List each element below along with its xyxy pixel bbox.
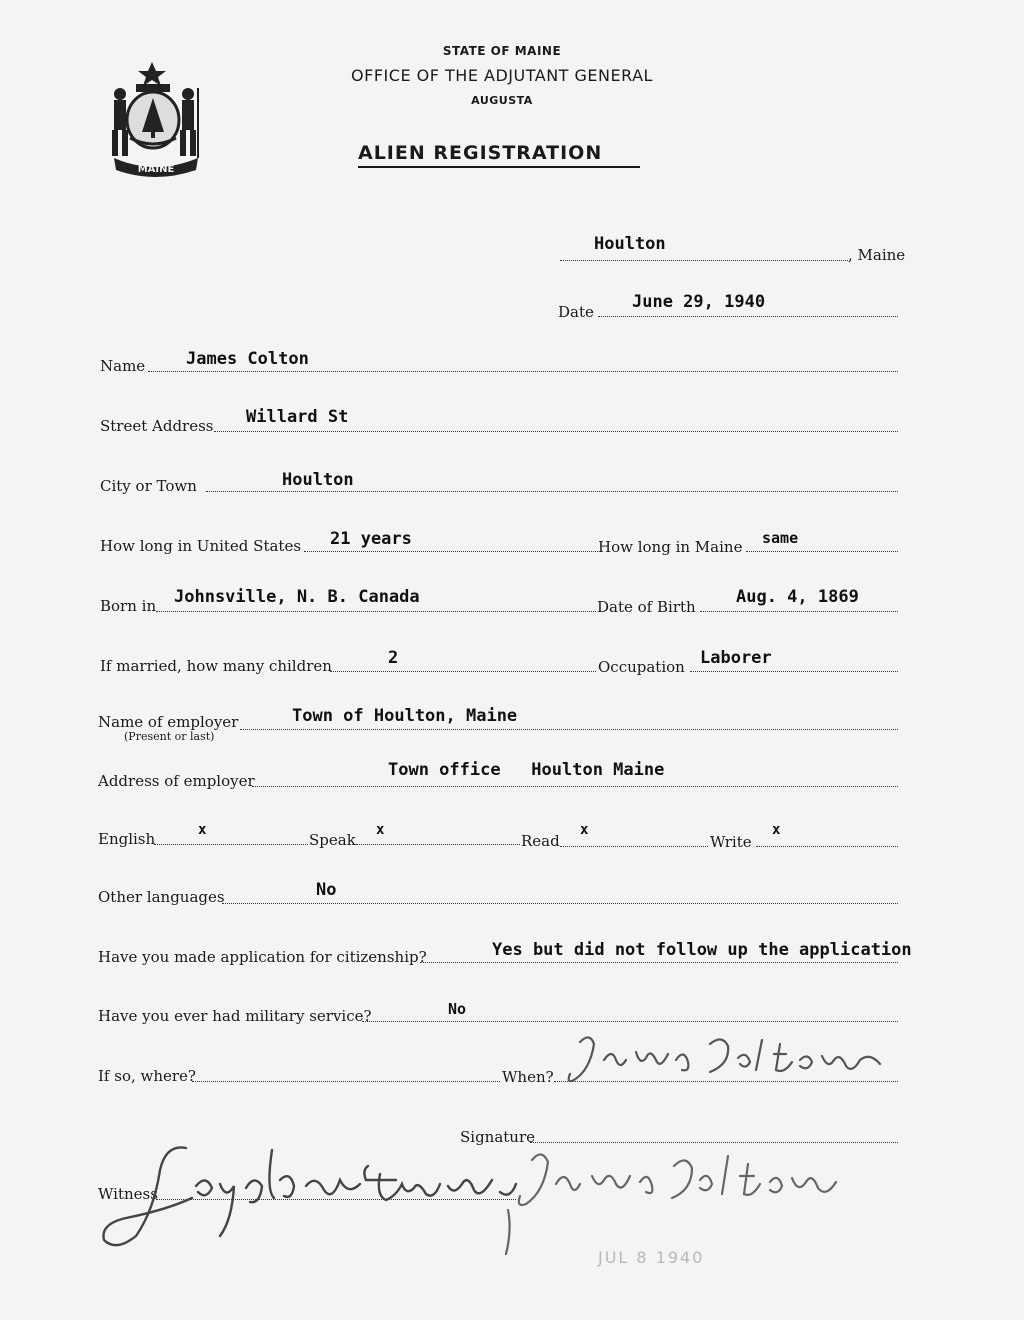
signature-label: Signature (460, 1128, 536, 1146)
occupation-label: Occupation (598, 658, 685, 676)
other-languages-value: No (316, 880, 337, 900)
other-languages-line (222, 903, 898, 904)
header-state: STATE OF MAINE (442, 44, 562, 58)
read-value: x (580, 822, 589, 838)
received-stamp: JUL 8 1940 (598, 1248, 705, 1267)
employer-address-label: Address of employer (98, 772, 255, 790)
speak-label: Speak (309, 831, 356, 849)
date-line (598, 316, 898, 317)
where-line (192, 1081, 500, 1082)
english-value: x (198, 822, 207, 838)
maine-duration-label: How long in Maine (598, 538, 743, 556)
english-label: English (98, 830, 156, 848)
citizenship-label: Have you made application for citizenship? (98, 948, 427, 966)
children-value: 2 (388, 648, 399, 668)
street-value: Willard St (246, 407, 349, 427)
name-value: James Colton (186, 349, 309, 369)
city-value: Houlton (282, 470, 354, 490)
write-label: Write (710, 833, 752, 851)
street-line (214, 431, 898, 432)
military-line (362, 1021, 898, 1022)
occupation-value: Laborer (700, 648, 772, 668)
dob-value: Aug. 4, 1869 (736, 587, 859, 607)
read-line (560, 846, 708, 847)
military-value: No (448, 1000, 467, 1018)
children-line (330, 671, 596, 672)
write-value: x (772, 822, 781, 838)
military-label: Have you ever had military service? (98, 1007, 372, 1025)
town-value: Houlton (594, 234, 666, 254)
seal-text: MAINE (137, 164, 175, 175)
witness-and-applicant-signatures (96, 1140, 966, 1260)
us-line (304, 551, 598, 552)
born-label: Born in (100, 597, 157, 615)
employer-sublabel: (Present or last) (124, 730, 215, 743)
maine-duration-line (746, 551, 898, 552)
us-value: 21 years (330, 529, 412, 549)
name-line (148, 371, 898, 372)
employer-address-value: Town office Houlton Maine (388, 760, 665, 780)
speak-line (356, 844, 520, 845)
city-label: City or Town (100, 477, 197, 495)
write-line (756, 846, 898, 847)
name-label: Name (100, 357, 146, 375)
employer-label: Name of employer (98, 713, 239, 731)
other-languages-label: Other languages (98, 888, 225, 906)
english-line (154, 844, 308, 845)
occupation-line (690, 671, 898, 672)
form-title: ALIEN REGISTRATION (358, 142, 640, 168)
when-label: When? (502, 1068, 554, 1086)
citizenship-line (420, 962, 898, 963)
maine-label: , Maine (848, 246, 906, 264)
read-label: Read (521, 832, 560, 850)
employer-value: Town of Houlton, Maine (292, 706, 518, 726)
us-label: How long in United States (100, 537, 302, 555)
town-line (560, 260, 848, 261)
maine-duration-value: same (762, 529, 799, 547)
children-label: If married, how many children (100, 657, 332, 675)
header-office: OFFICE OF THE ADJUTANT GENERAL (351, 66, 653, 85)
dob-label: Date of Birth (597, 598, 696, 616)
employer-address-line (252, 786, 898, 787)
dob-line (700, 611, 898, 612)
date-label: Date (558, 303, 594, 321)
citizenship-value: Yes but did not follow up the application (492, 940, 912, 960)
street-label: Street Address (100, 417, 214, 435)
applicant-signature-upper (560, 1030, 910, 1090)
city-line (206, 491, 898, 492)
date-value: June 29, 1940 (632, 292, 766, 312)
born-line (156, 611, 596, 612)
speak-value: x (376, 822, 385, 838)
witness-label: Witness (98, 1185, 158, 1203)
born-value: Johnsville, N. B. Canada (174, 587, 420, 607)
where-label: If so, where? (98, 1067, 196, 1085)
employer-line (240, 729, 898, 730)
header-city: AUGUSTA (471, 94, 533, 107)
